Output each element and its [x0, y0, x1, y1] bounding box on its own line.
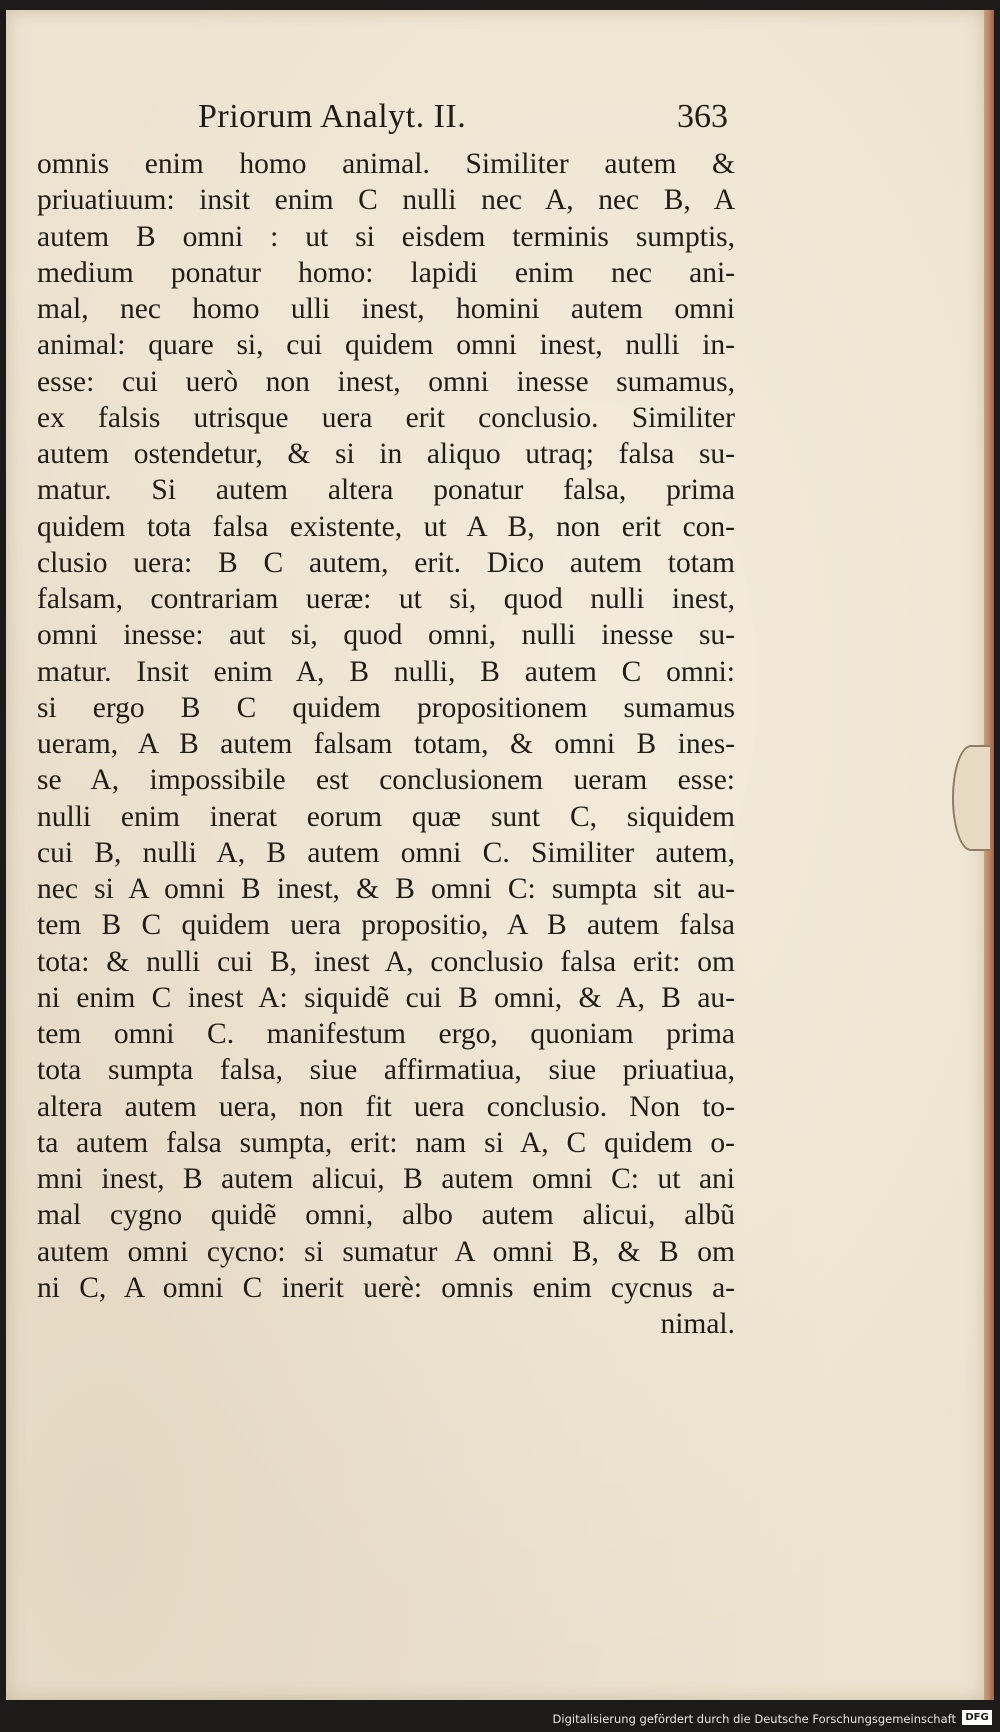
text-line: altera autem uera, non fit uera conclusio. Non to-: [37, 1090, 735, 1123]
text-line: autem ostendetur, & si in aliquo utraq; falsa su-: [37, 438, 735, 470]
text-line: omnis enim homo animal. Similiter autem &: [37, 148, 735, 180]
text-line: nulli enim inerat eorum quæ sunt C, siquidem: [37, 800, 735, 833]
thumb-notch: [952, 745, 990, 851]
text-line: mal cygno quidẽ omni, albo autem alicui, albũ: [37, 1199, 735, 1232]
text-line: esse: cui uerò non inest, omni inesse sumamus,: [37, 365, 735, 398]
page-header: [198, 98, 728, 142]
page-edge: [984, 10, 994, 1700]
text-line: clusio uera: B C autem, erit. Dico autem totam: [37, 546, 735, 579]
text-line: animal: quare si, cui quidem omni inest, nulli in-: [37, 329, 735, 362]
text-line: tota: & nulli cui B, inest A, conclusio falsa erit: om: [37, 945, 735, 978]
text-line: matur. Insit enim A, B nulli, B autem C omni:: [37, 655, 735, 688]
text-line: priuatiuum: insit enim C nulli nec A, nec B, A: [37, 184, 735, 217]
text-line: ueram, A B autem falsam totam, & omni B ines-: [37, 728, 735, 760]
dfg-logo: DFG: [962, 1710, 992, 1725]
body-text: [37, 146, 735, 1342]
running-title: Priorum Analyt. II.: [198, 98, 467, 135]
page-number: 363: [677, 98, 728, 135]
text-line: autem B omni : ut si eisdem terminis sumptis,: [37, 220, 735, 253]
text-line-catchword: nimal.: [660, 1308, 735, 1340]
text-line: mal, nec homo ulli inest, homini autem omni: [37, 293, 735, 325]
text-line: ni C, A omni C inerit uerè: omnis enim cycnus a-: [37, 1271, 735, 1304]
text-line: tem B C quidem uera propositio, A B autem falsa: [37, 909, 735, 942]
text-line: quidem tota falsa existente, ut A B, non erit con-: [37, 510, 735, 543]
text-line: tota sumpta falsa, siue affirmatiua, siue priuatiua,: [37, 1054, 735, 1087]
text-line: si ergo B C quidem propositionem sumamus: [37, 691, 735, 724]
text-line: matur. Si autem altera ponatur falsa, prima: [37, 474, 735, 507]
text-line: se A, impossibile est conclusionem ueram esse:: [37, 764, 735, 797]
text-line: nec si A omni B inest, & B omni C: sumpta sit au-: [37, 873, 735, 905]
text-line: ta autem falsa sumpta, erit: nam si A, C quidem o-: [37, 1126, 735, 1159]
text-line: falsam, contrariam ueræ: ut si, quod nulli inest,: [37, 583, 735, 615]
text-line: ni enim C inest A: siquidẽ cui B omni, & A, B au-: [37, 981, 735, 1014]
text-line: cui B, nulli A, B autem omni C. Similiter autem,: [37, 836, 735, 869]
text-line: mni inest, B autem alicui, B autem omni C: ut ani: [37, 1163, 735, 1195]
text-line: omni inesse: aut si, quod omni, nulli inesse su-: [37, 619, 735, 652]
text-line: ex falsis utrisque uera erit conclusio. Similiter: [37, 401, 735, 434]
funding-credit: Digitalisierung gefördert durch die Deutsche Forschungsgemeinschaft: [552, 1712, 956, 1726]
text-line: tem omni C. manifestum ergo, quoniam prima: [37, 1018, 735, 1050]
text-line: medium ponatur homo: lapidi enim nec ani-: [37, 256, 735, 289]
text-line: autem omni cycno: si sumatur A omni B, & B om: [37, 1235, 735, 1268]
